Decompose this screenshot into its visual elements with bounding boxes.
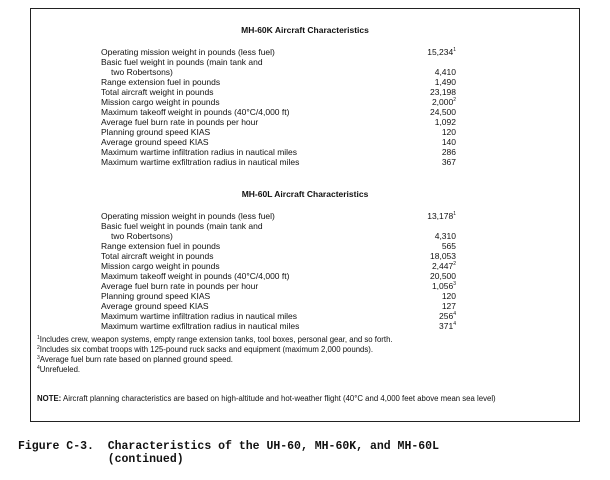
row-label: Average ground speed KIAS	[101, 301, 209, 311]
row-value: 2,000$^2$	[431, 97, 456, 107]
footnote	[37, 365, 572, 375]
row-value: 4,410	[434, 67, 456, 77]
row-label: Basic fuel weight in pounds (main tank and	[101, 57, 263, 67]
row-label: Average ground speed KIAS	[101, 137, 209, 147]
row-label: Operating mission weight in pounds (less fuel)	[101, 47, 275, 57]
row-value: 120	[441, 127, 456, 137]
row-label: Planning ground speed KIAS	[101, 291, 211, 301]
footnote-number: 4	[37, 365, 40, 371]
row-footnote-ref: 2	[453, 97, 456, 103]
row-value: 367	[441, 157, 456, 167]
row-value: 286	[441, 147, 456, 157]
table-row	[101, 57, 571, 67]
table-row	[101, 117, 571, 127]
planning-note	[37, 394, 572, 404]
table-row	[101, 107, 571, 117]
footnote-text: Includes crew, weapon systems, empty range extension tanks, tool boxes, personal gear, and so forth.	[39, 335, 393, 344]
row-label: Maximum wartime infiltration radius in nautical miles	[101, 147, 298, 157]
table-row	[101, 271, 571, 281]
row-value: 127	[441, 301, 456, 311]
row-footnote-ref: 1	[453, 211, 456, 217]
table-row	[101, 231, 571, 241]
table-row	[101, 251, 571, 261]
row-label: Range extension fuel in pounds	[101, 77, 221, 87]
row-footnote-ref: 2	[453, 261, 456, 267]
table-row	[101, 77, 571, 87]
table-row	[101, 291, 571, 301]
caption-line-1: Figure C-3. Characteristics of the UH-60, MH-60K, and MH-60L	[18, 440, 439, 453]
mh60k-table	[101, 47, 571, 167]
table-row	[101, 47, 571, 57]
row-label: Range extension fuel in pounds	[101, 241, 221, 251]
table-row	[101, 211, 571, 221]
row-label: Maximum wartime exfiltration radius in nautical miles	[101, 321, 300, 331]
footnote	[37, 335, 572, 345]
row-value: 13,178$^1$	[427, 211, 456, 221]
row-value: 140	[441, 137, 456, 147]
footnote-number: 3	[37, 355, 40, 361]
row-label: Basic fuel weight in pounds (main tank and	[101, 221, 263, 231]
table-row	[101, 321, 571, 331]
row-label: Average fuel burn rate in pounds per hour	[101, 117, 259, 127]
table-row	[101, 137, 571, 147]
row-footnote-ref: 3	[453, 281, 456, 287]
row-value: 1,092	[434, 117, 456, 127]
row-label: two Robertsons)	[111, 67, 173, 77]
row-label: Maximum wartime infiltration radius in nautical miles	[101, 311, 298, 321]
row-label: Mission cargo weight in pounds	[101, 97, 220, 107]
note-text: Aircraft planning characteristics are based on high-altitude and hot-weather flight (40°C and 4,000 feet above mean sea level)	[63, 394, 496, 403]
row-value: 120	[441, 291, 456, 301]
row-label: Total aircraft weight in pounds	[101, 251, 214, 261]
row-value: $371^4$	[439, 321, 456, 331]
figure-caption	[18, 440, 439, 466]
row-footnote-ref: 4	[453, 321, 456, 327]
note-label: NOTE:	[37, 394, 62, 403]
row-value: 20,500	[430, 271, 456, 281]
row-label: Mission cargo weight in pounds	[101, 261, 220, 271]
table-row	[101, 87, 571, 97]
mh60l-title: MH-60L Aircraft Characteristics	[241, 189, 369, 199]
table-row	[101, 147, 571, 157]
row-value: 4,310	[434, 231, 456, 241]
row-label: Maximum takeoff weight in pounds (40°C/4,000 ft)	[101, 271, 290, 281]
row-value: 15,234$^1$	[427, 47, 456, 57]
table-row	[101, 67, 571, 77]
table-row	[101, 301, 571, 311]
row-label: Operating mission weight in pounds (less fuel)	[101, 211, 275, 221]
footnote-number: 1	[37, 335, 40, 341]
row-label: Average fuel burn rate in pounds per hour	[101, 281, 259, 291]
row-label: Maximum wartime exfiltration radius in nautical miles	[101, 157, 300, 167]
mh60l-table	[101, 211, 571, 331]
row-value: 18,053	[430, 251, 456, 261]
table-row	[101, 221, 571, 231]
row-value: 24,500	[430, 107, 456, 117]
footnote-text: Average fuel burn rate based on planned ground speed.	[39, 355, 233, 364]
row-label: Planning ground speed KIAS	[101, 127, 211, 137]
table-row	[101, 97, 571, 107]
row-footnote-ref: 4	[453, 311, 456, 317]
row-footnote-ref: 1	[453, 47, 456, 53]
footnote-text: Unrefueled.	[39, 365, 81, 374]
characteristics-panel	[30, 8, 580, 422]
table-row	[101, 281, 571, 291]
row-value: 1,490	[434, 77, 456, 87]
row-value: 2,447$^2$	[431, 261, 456, 271]
footnote	[37, 345, 572, 355]
table-row	[101, 127, 571, 137]
caption-line-2: (continued)	[18, 453, 184, 466]
row-value: 1,056$^3$	[431, 281, 456, 291]
row-label: two Robertsons)	[111, 231, 173, 241]
row-value: 23,198	[430, 87, 456, 97]
table-row	[101, 261, 571, 271]
footnote-text: Includes six combat troops with 125-pound ruck sacks and equipment (maximum 2,000 pounds).	[39, 345, 374, 354]
table-row	[101, 241, 571, 251]
footnotes	[37, 335, 572, 375]
row-label: Total aircraft weight in pounds	[101, 87, 214, 97]
row-value: $256^4$	[439, 311, 456, 321]
table-row	[101, 311, 571, 321]
row-label: Maximum takeoff weight in pounds (40°C/4,000 ft)	[101, 107, 290, 117]
footnote	[37, 355, 572, 365]
footnote-number: 2	[37, 345, 40, 351]
row-value: 565	[441, 241, 456, 251]
table-row	[101, 157, 571, 167]
mh60k-title: MH-60K Aircraft Characteristics	[241, 25, 369, 35]
